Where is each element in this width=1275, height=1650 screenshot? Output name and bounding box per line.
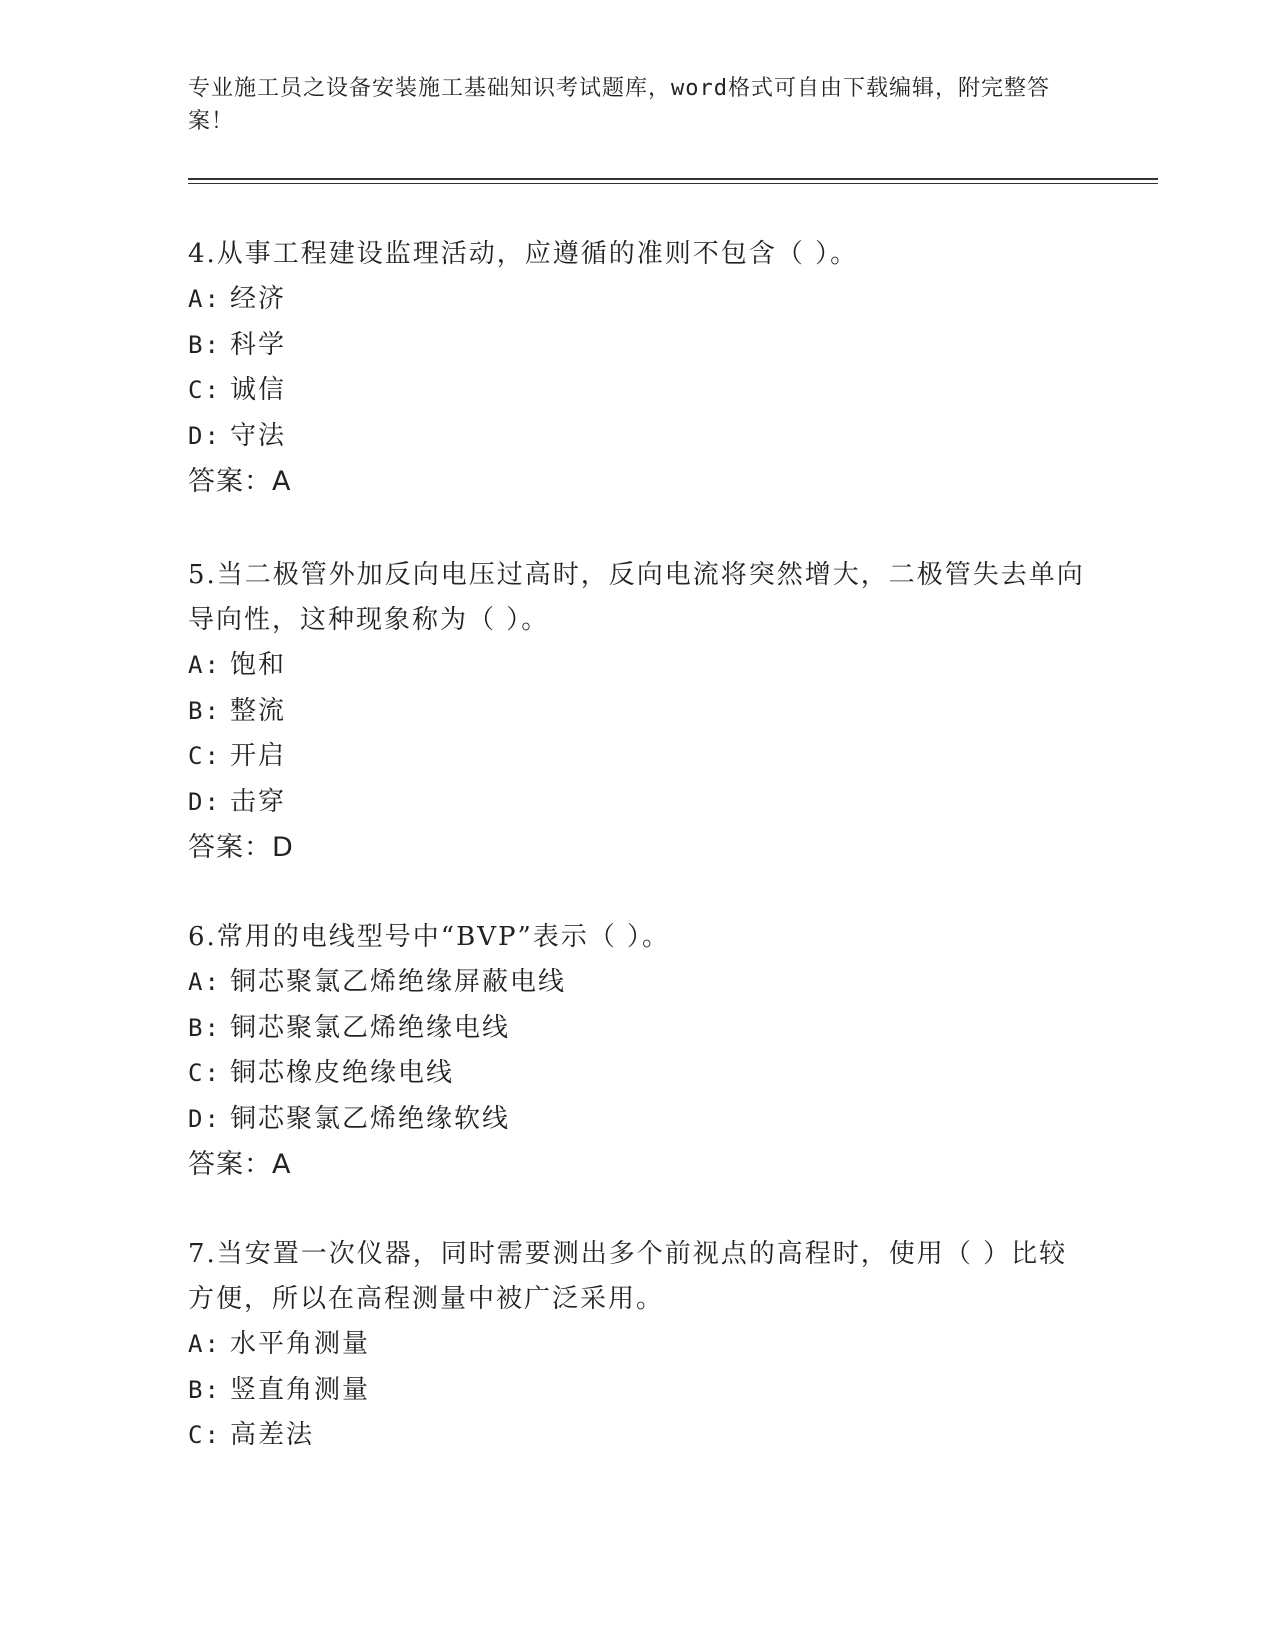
option-d [188, 414, 1088, 460]
option-b [188, 689, 1088, 735]
option-a [188, 960, 1088, 1006]
option-text: 开启 [230, 741, 287, 771]
question-stem: 7.当安置一次仪器，同时需要测出多个前视点的高程时，使用（ ）比较方便，所以在高程测量中被广泛采用。 [188, 1239, 1068, 1314]
option-c [188, 368, 1088, 414]
answer-label: 答案：A [188, 1149, 292, 1180]
option-letter: B: [188, 1375, 221, 1404]
option-text: 守法 [230, 420, 287, 451]
option-letter: C: [188, 742, 221, 770]
document-header: 专业施工员之设备安装施工基础知识考试题库，word格式可自由下载编辑，附完整答案！ [188, 76, 1050, 134]
option-text: 诚信 [230, 375, 287, 405]
question-4 [188, 232, 1088, 504]
option-text: 饱和 [230, 650, 287, 680]
option-b [188, 1006, 1088, 1052]
answer-label: 答案：D [188, 832, 294, 863]
option-text: 科学 [230, 329, 287, 360]
question-5 [188, 553, 1088, 870]
option-letter: D: [188, 787, 221, 816]
option-text: 整流 [230, 695, 287, 726]
option-letter: C: [188, 1421, 221, 1449]
option-letter: A: [188, 285, 221, 313]
option-c [188, 1413, 1088, 1459]
option-letter: B: [188, 696, 221, 725]
option-letter: D: [188, 1104, 221, 1133]
option-text: 水平角测量 [230, 1329, 371, 1359]
question-7 [188, 1232, 1088, 1459]
answer-label: 答案：A [188, 466, 292, 497]
option-c [188, 1051, 1088, 1097]
option-c [188, 734, 1088, 780]
option-text: 铜芯橡皮绝缘电线 [230, 1058, 455, 1088]
option-text: 铜芯聚氯乙烯绝缘软线 [230, 1103, 511, 1134]
option-b [188, 1368, 1088, 1414]
option-text: 竖直角测量 [230, 1374, 371, 1405]
option-a [188, 1322, 1088, 1368]
question-stem: 6.常用的电线型号中“BVP”表示（ ）。 [188, 922, 671, 952]
question-stem: 5.当二极管外加反向电压过高时，反向电流将突然增大，二极管失去单向导向性，这种现象称为（ ）。 [188, 560, 1085, 635]
option-a [188, 643, 1088, 689]
question-stem: 4.从事工程建设监理活动，应遵循的准则不包含（ ）。 [188, 239, 859, 269]
header-divider-thin [188, 183, 1158, 184]
question-6 [188, 915, 1088, 1187]
option-text: 经济 [230, 284, 287, 314]
option-text: 铜芯聚氯乙烯绝缘电线 [230, 1012, 511, 1043]
option-d [188, 780, 1088, 826]
option-text: 击穿 [230, 786, 287, 817]
option-letter: B: [188, 1013, 221, 1042]
option-letter: B: [188, 330, 221, 359]
option-d [188, 1097, 1088, 1143]
option-letter: A: [188, 968, 221, 996]
option-text: 高差法 [230, 1420, 315, 1450]
option-letter: C: [188, 376, 221, 404]
option-text: 铜芯聚氯乙烯绝缘屏蔽电线 [230, 967, 567, 997]
option-letter: A: [188, 1330, 221, 1358]
header-divider-thick [188, 178, 1158, 180]
option-b [188, 323, 1088, 369]
option-letter: A: [188, 651, 221, 679]
option-a [188, 277, 1088, 323]
option-letter: D: [188, 421, 221, 450]
option-letter: C: [188, 1059, 221, 1087]
